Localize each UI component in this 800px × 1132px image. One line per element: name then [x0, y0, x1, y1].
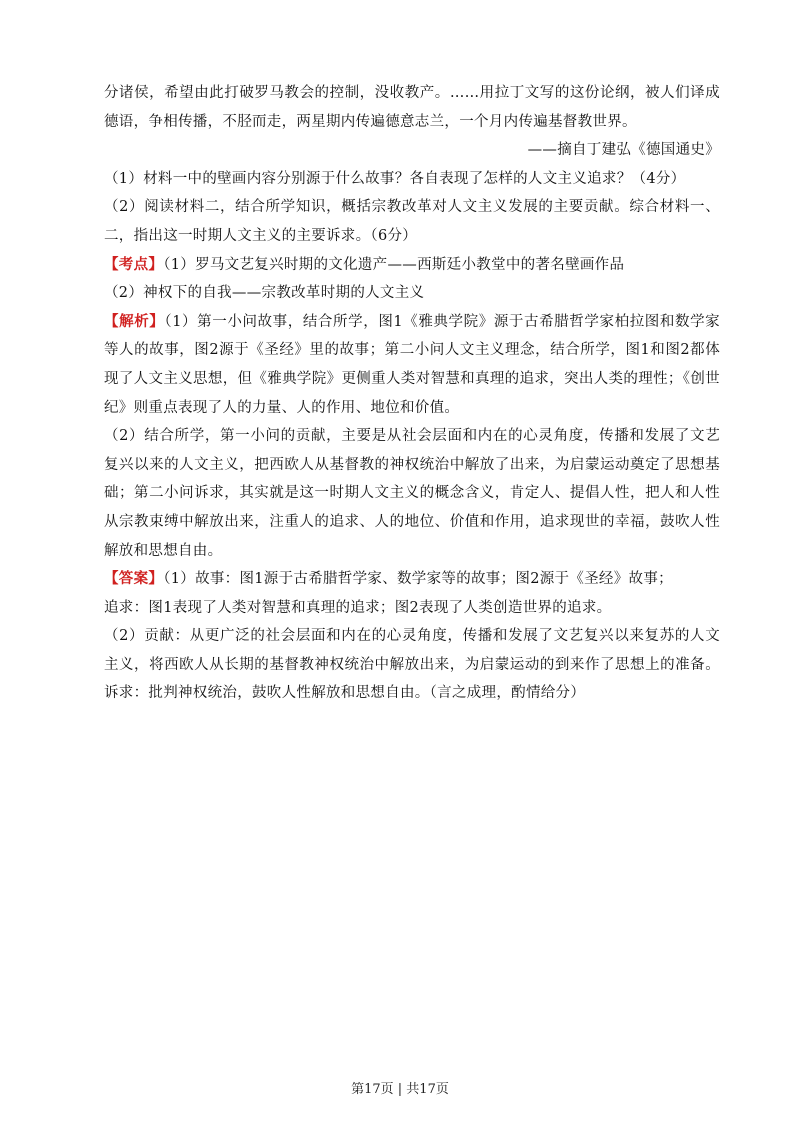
page-content: [104, 79, 720, 708]
daan-para-1b: 追求：图1表现了人类对智慧和真理的追求；图2表现了人类创造世界的追求。: [104, 599, 612, 616]
jiexi-para-1: [104, 308, 720, 422]
daan-para-1: [104, 565, 720, 594]
material-source: ——摘自丁建弘《德国通史》: [527, 142, 720, 159]
page-footer: 第17页 | 共17页: [351, 1082, 449, 1097]
kaodian-line-1: [104, 251, 720, 280]
question-2: （2）阅读材料二，结合所学知识，概括宗教改革对人文主义发展的主要贡献。综合材料一、二，指出这一时期人文主义的主要诉求。（6分）: [104, 199, 720, 244]
jiexi-text-1: （1）第一小问故事，结合所学，图1《雅典学院》源于古希腊哲学家柏拉图和数学家等人的故事，图2源于《圣经》里的故事；第二小问人文主义理念，结合所学，图1和图2都体现了人文主义思想，但《雅典学院》更侧重人类对智慧和真理的追求，突出人类的理性；《创世纪》则重点表现了人的力量、人的作用、地位和价值。: [104, 313, 720, 416]
jiexi-label: 【解析】: [104, 312, 165, 330]
daan-text-1: （1）故事：图1源于古希腊哲学家、数学家等的故事；图2源于《圣经》故事；: [163, 571, 673, 588]
daan-label: 【答案】: [104, 570, 164, 588]
jiexi-para-2: （2）结合所学，第一小问的贡献，主要是从社会层面和内在的心灵角度，传播和发展了文艺复兴以来的人文主义，把西欧人从基督教的神权统治中解放了出来，为启蒙运动奠定了思想基础；第二小问诉求，其实就是这一时期人文主义的概念含义，肯定人、提倡人性，把人和人性从宗教束缚中解放出来，注重人的追求、人的地位、价值和作用，追求现世的幸福，鼓吹人性解放和思想自由。: [104, 428, 720, 559]
daan-para-2: （2）贡献：从更广泛的社会层面和内在的心灵角度，传播和发展了文艺复兴以来复苏的人文主义，将西欧人从长期的基督教神权统治中解放出来，为启蒙运动的到来作了思想上的准备。诉求：批判神权统治，鼓吹人性解放和思想自由。（言之成理，酌情给分）: [104, 628, 720, 702]
kaodian-text-1: （1）罗马文艺复兴时期的文化遗产——西斯廷小教堂中的著名壁画作品: [163, 256, 625, 273]
question-1: （1）材料一中的壁画内容分别源于什么故事？各自表现了怎样的人文主义追求？（4分）: [104, 170, 686, 187]
kaodian-line-2: （2）神权下的自我——宗教改革时期的人文主义: [104, 285, 425, 302]
kaodian-label: 【考点】: [104, 255, 164, 273]
material-excerpt: 分诸侯，希望由此打破罗马教会的控制，没收教产。……用拉丁文写的这份论纲，被人们译成德语，争相传播，不胫而走，两星期内传遍德意志兰，一个月内传遍基督教世界。: [104, 85, 720, 130]
